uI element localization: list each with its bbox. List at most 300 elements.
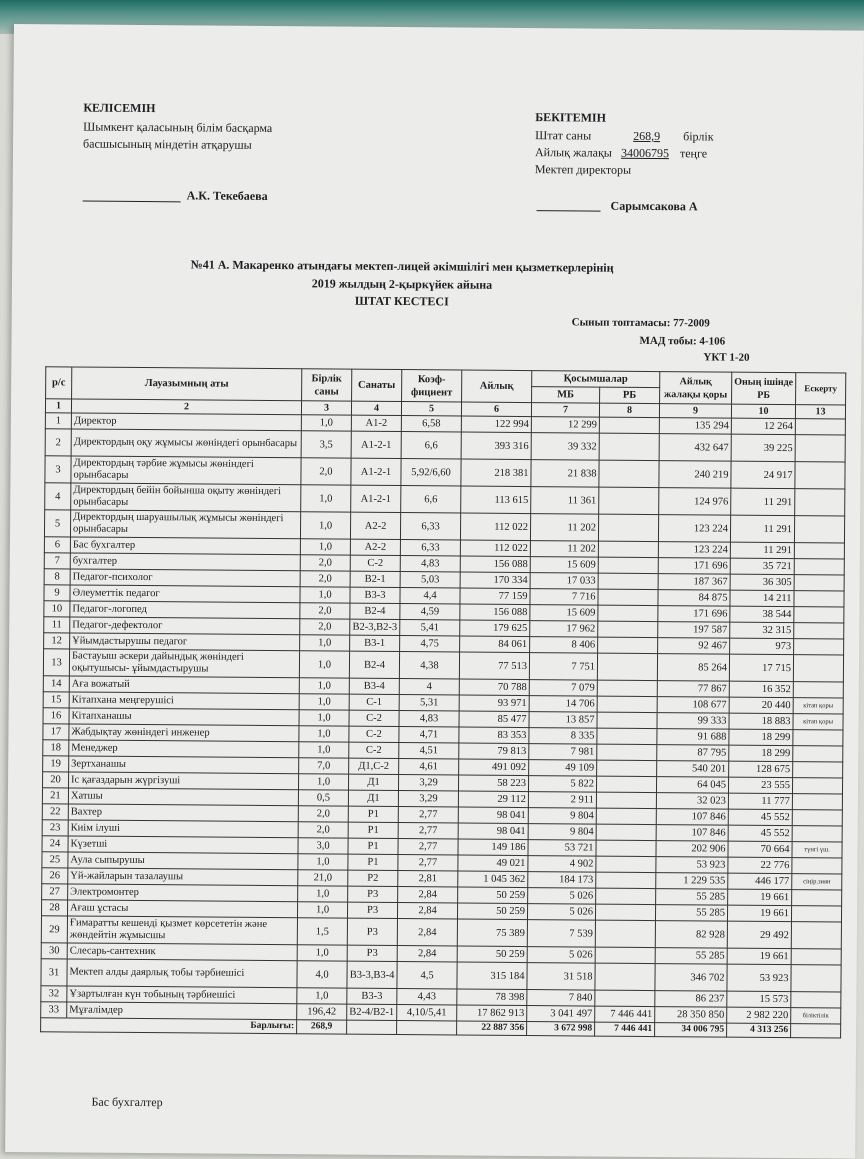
header-position: Лауазымның аты: [72, 367, 302, 401]
rb-part-cell: 45 552: [728, 809, 792, 826]
coef-cell: 2,81: [398, 871, 458, 887]
index-cell: 3: [301, 401, 351, 415]
rb-part-cell: 19 661: [728, 889, 792, 906]
note-cell: кітап қоры: [793, 698, 843, 714]
note-cell: [795, 462, 845, 489]
mb-cell: 21 838: [531, 460, 599, 488]
position-name: Киім ілуші: [68, 820, 298, 838]
rb-cell: [598, 637, 658, 653]
salary-cell: 93 971: [459, 695, 529, 712]
units-cell: 2,0: [300, 603, 350, 619]
note-cell: [795, 489, 845, 516]
rb-part-cell: 35 721: [730, 558, 794, 575]
salary-cell: 1 045 362: [458, 871, 528, 888]
rb-part-cell: 18 299: [729, 729, 793, 746]
total-empty: [347, 1020, 397, 1034]
position-name: Ғимаратты кешенді қызмет көрсететін және жөндейтін жұмысшы: [67, 916, 297, 945]
header-coef: Коэф-фициент: [402, 370, 462, 402]
position-name: Зертханашы: [69, 756, 299, 774]
mb-cell: 9 804: [528, 808, 596, 825]
rb-part-cell: 45 552: [728, 825, 792, 842]
note-cell: [791, 906, 841, 922]
salary-cell: 170 334: [460, 572, 530, 589]
header-extras: Қосымшалар: [532, 371, 660, 388]
row-number: 26: [42, 868, 68, 884]
rb-cell: [596, 792, 656, 808]
rb-cell: [595, 904, 655, 920]
coef-cell: 4,38: [399, 652, 459, 679]
mb-cell: 7 539: [527, 920, 595, 948]
mb-cell: 11 361: [531, 487, 599, 515]
fund-cell: 108 677: [657, 697, 729, 714]
rb-cell: [595, 963, 655, 990]
mb-cell: 8 406: [530, 637, 598, 654]
category-cell: В3-3: [347, 988, 397, 1004]
fund-cell: 346 702: [655, 964, 727, 992]
note-cell: [795, 435, 845, 462]
row-number: 31: [41, 959, 67, 986]
header-num: р/с: [46, 367, 72, 399]
staff-table: [40, 366, 846, 1038]
rb-part-cell: 11 291: [731, 488, 795, 516]
note-cell: [793, 746, 843, 762]
document-page: [5, 24, 864, 1159]
rb-part-cell: 23 555: [728, 777, 792, 794]
note-cell: [792, 778, 842, 794]
category-cell: В2-4: [350, 603, 400, 619]
category-cell: С-2: [349, 742, 399, 758]
position-name: Мектеп алды даярлық тобы тәрбиешісі: [67, 959, 297, 988]
rb-cell: [598, 573, 658, 589]
mb-cell: 7 981: [529, 744, 597, 761]
rb-cell: [599, 433, 659, 460]
row-number: 18: [43, 740, 69, 756]
note-cell: [793, 682, 843, 698]
rb-part-cell: 446 177: [728, 873, 792, 890]
rb-part-cell: 14 211: [730, 590, 794, 607]
rb-cell: [597, 653, 657, 680]
row-number: 22: [42, 804, 68, 820]
rb-cell: [596, 808, 656, 824]
rb-part-cell: 19 661: [727, 905, 791, 922]
fund-cell: 28 350 850: [655, 1007, 727, 1024]
fund-cell: 55 285: [656, 889, 728, 906]
position-name: Ағаш ұстасы: [67, 900, 297, 918]
mad-group: МАД тобы: 4-106: [639, 334, 726, 348]
salary-cell: 179 625: [460, 620, 530, 637]
position-name: Педагог-психолог: [70, 569, 300, 587]
position-name: Жабдықтау жөніндегі инженер: [69, 724, 299, 742]
agreed-line-1: Шымкент қаласының білім басқарма: [83, 119, 273, 136]
rb-cell: [595, 920, 655, 947]
rb-cell: [599, 460, 659, 487]
fund-cell: 91 688: [657, 729, 729, 746]
position-name: Менеджер: [69, 740, 299, 758]
units-cell: 2,0: [298, 822, 348, 838]
salary-cell: 393 316: [461, 432, 531, 460]
header-mb: МБ: [532, 387, 600, 404]
row-number: 21: [42, 788, 68, 804]
row-number: 14: [43, 676, 69, 692]
rb-cell: [597, 712, 657, 728]
rb-part-cell: 32 315: [730, 622, 794, 639]
position-name: Үй-жайларын тазалаушы: [68, 868, 298, 886]
rb-cell: [597, 680, 657, 696]
units-cell: 1,0: [297, 988, 347, 1004]
units-cell: 1,0: [300, 539, 350, 555]
category-cell: А1-2-1: [351, 458, 401, 485]
fund-cell: 171 696: [658, 558, 730, 575]
row-number: 9: [44, 585, 70, 601]
coef-cell: 2,77: [398, 823, 458, 839]
coef-cell: 6,6: [401, 432, 461, 459]
fund-cell: 87 795: [657, 745, 729, 762]
mb-cell: 5 026: [527, 947, 595, 964]
mb-cell: 15 609: [530, 557, 598, 574]
position-name: Слесарь-сантехник: [67, 943, 297, 961]
position-name: Бастауыш әскери дайындық жөніндегі оқытушысы- ұйымдастырушы: [69, 649, 299, 678]
rb-cell: [597, 728, 657, 744]
rb-part-cell: 19 661: [727, 948, 791, 965]
salary-cell: 112 022: [460, 540, 530, 557]
staff-count-unit: бірлік: [683, 129, 714, 144]
row-number: 13: [43, 649, 69, 676]
note-cell: [791, 949, 841, 965]
note-cell: кітап қоры: [793, 714, 843, 730]
row-number: 20: [43, 772, 69, 788]
position-name: Электромонтер: [68, 884, 298, 902]
units-cell: 0,5: [298, 790, 348, 806]
row-number: 10: [44, 601, 70, 617]
row-number: 1: [45, 413, 71, 429]
rb-cell: [597, 744, 657, 760]
category-cell: В2-1: [350, 571, 400, 587]
position-name: Директор: [71, 413, 301, 431]
rb-cell: [598, 605, 658, 621]
note-cell: [791, 965, 841, 992]
coef-cell: 4,75: [400, 636, 460, 652]
coef-cell: 2,84: [397, 919, 457, 946]
mb-cell: 9 804: [528, 824, 596, 841]
salary-cell: 77 159: [460, 588, 530, 605]
salary-cell: 113 615: [461, 486, 531, 514]
category-cell: Д1: [348, 790, 398, 806]
units-cell: 1,0: [299, 694, 349, 710]
row-number: 4: [45, 483, 71, 510]
position-name: Директордың оқу жұмысы жөніндегі орынбасары: [71, 429, 301, 458]
chief-accountant-label: Бас бухгалтер: [91, 1094, 163, 1110]
doc-title-line-1: №41 А. Макаренко атындағы мектеп-лицей әкімшілігі мен қызметкерлерінің: [190, 257, 614, 275]
position-name: Педагог-логопед: [70, 601, 300, 619]
category-cell: В2-4: [349, 651, 399, 678]
position-name: Хатшы: [68, 788, 298, 806]
fund-cell: 171 696: [658, 606, 730, 623]
note-cell: [794, 559, 844, 575]
position-name: Ұзартылған күн тобының тәрбиешісі: [67, 986, 297, 1004]
row-number: 16: [43, 708, 69, 724]
mb-cell: 49 109: [529, 760, 597, 777]
category-cell: Р3: [348, 886, 398, 902]
coef-cell: 2,84: [398, 887, 458, 903]
salary-cell: 491 092: [459, 759, 529, 776]
mb-cell: 5 822: [528, 776, 596, 793]
coef-cell: 4,71: [399, 727, 459, 743]
note-cell: [794, 575, 844, 591]
coef-cell: 6,33: [400, 513, 460, 540]
mb-cell: 17 033: [530, 573, 598, 590]
position-name: бухгалтер: [70, 553, 300, 571]
rb-part-cell: 18 883: [729, 713, 793, 730]
coef-cell: 6,58: [401, 416, 461, 432]
coef-cell: 6,6: [401, 486, 461, 513]
row-number: 33: [41, 1002, 67, 1018]
fund-cell: 92 467: [658, 638, 730, 655]
fund-cell: 99 333: [657, 713, 729, 730]
category-cell: А2-2: [350, 539, 400, 555]
category-cell: Д1,С-2: [349, 758, 399, 774]
index-cell: 10: [731, 404, 795, 419]
director-label: Мектеп директоры: [534, 162, 632, 177]
category-cell: Р3: [347, 918, 397, 945]
doc-title-line-3: ШТАТ КЕСТЕСІ: [354, 293, 449, 309]
coef-cell: 2,77: [398, 807, 458, 823]
category-cell: С-2: [350, 555, 400, 571]
coef-cell: 4,43: [397, 989, 457, 1005]
coef-cell: 4,5: [397, 962, 457, 989]
category-cell: Р1: [348, 822, 398, 838]
fund-cell: 123 224: [658, 542, 730, 559]
rb-cell: [596, 856, 656, 872]
coef-cell: 2,77: [398, 839, 458, 855]
fund-cell: 107 846: [656, 825, 728, 842]
row-number: 2: [45, 429, 71, 456]
fund-cell: 240 219: [659, 461, 731, 489]
header-category: Санаты: [352, 369, 402, 401]
note-cell: [793, 730, 843, 746]
coef-cell: 4,59: [400, 604, 460, 620]
coef-cell: 3,29: [398, 775, 458, 791]
mb-cell: 2 911: [528, 792, 596, 809]
note-cell: [791, 992, 841, 1008]
position-name: Директордың тәрбие жұмысы жөніндегі орынбасары: [71, 456, 301, 485]
note-cell: [794, 591, 844, 607]
fund-cell: 86 237: [655, 991, 727, 1008]
units-cell: 1,0: [299, 742, 349, 758]
total-rb: 7 446 441: [595, 1022, 655, 1036]
rb-part-cell: 24 917: [731, 461, 795, 489]
coef-cell: 4,51: [399, 743, 459, 759]
position-name: Іс қағаздарын жүргізуші: [69, 772, 299, 790]
fund-cell: 540 201: [657, 761, 729, 778]
category-cell: С-2: [349, 726, 399, 742]
fund-cell: 84 875: [658, 590, 730, 607]
category-cell: В2-4/В2-1: [347, 1004, 397, 1020]
units-cell: 7,0: [299, 758, 349, 774]
left-signature-line: [83, 201, 181, 203]
row-number: 7: [44, 553, 70, 569]
units-cell: 1,0: [299, 651, 349, 678]
coef-cell: 5,92/6,60: [401, 459, 461, 486]
index-cell: 1: [45, 399, 71, 413]
coef-cell: 5,41: [400, 620, 460, 636]
category-cell: В2-3,В2-3: [350, 619, 400, 635]
header-fund: Айлық жалақы қоры: [660, 372, 732, 405]
row-number: 23: [42, 820, 68, 836]
category-cell: А2-2: [350, 512, 400, 539]
rb-part-cell: 70 664: [728, 841, 792, 858]
salary-fund-value: 34006795: [620, 145, 670, 161]
rb-part-cell: 22 776: [728, 857, 792, 874]
doc-title-line-2: 2019 жылдың 2-қыркүйек айына: [311, 276, 493, 292]
mb-cell: 7 716: [530, 589, 598, 606]
category-cell: Р3: [347, 945, 397, 961]
row-number: 32: [41, 986, 67, 1002]
rb-cell: [595, 947, 655, 963]
mb-cell: 11 202: [530, 514, 598, 542]
salary-cell: 49 021: [458, 855, 528, 872]
note-cell: [795, 419, 845, 435]
category-cell: Р1: [348, 838, 398, 854]
position-name: Аула сыпырушы: [68, 852, 298, 870]
index-cell: 7: [531, 403, 599, 418]
index-cell: 13: [795, 405, 845, 419]
total-empty: [791, 1024, 841, 1038]
units-cell: 3,5: [301, 431, 351, 458]
coef-cell: 4,83: [399, 711, 459, 727]
mb-cell: 8 335: [529, 728, 597, 745]
coef-cell: 5,31: [399, 695, 459, 711]
rb-part-cell: 20 440: [729, 697, 793, 714]
left-signature-name: А.К. Текебаева: [186, 188, 268, 203]
salary-fund-unit: теңге: [679, 146, 708, 161]
salary-fund-label: Айлық жалақы: [534, 145, 612, 160]
mb-cell: 184 173: [528, 872, 596, 889]
units-cell: 1,0: [297, 902, 347, 918]
row-number: 3: [45, 456, 71, 483]
mb-cell: 5 026: [527, 904, 595, 921]
fund-cell: 1 229 535: [656, 873, 728, 890]
fund-cell: 432 647: [659, 434, 731, 462]
units-cell: 2,0: [301, 458, 351, 485]
mb-cell: 11 202: [530, 541, 598, 558]
units-cell: 3,0: [298, 838, 348, 854]
header-rb: РБ: [600, 387, 660, 403]
fund-cell: 123 224: [658, 515, 730, 543]
position-name: Мұғалімдер: [67, 1002, 297, 1020]
rb-cell: [599, 417, 659, 433]
rb-part-cell: 11 291: [730, 515, 794, 543]
mb-cell: 15 609: [530, 605, 598, 622]
row-number: 8: [44, 569, 70, 585]
salary-cell: 218 381: [461, 459, 531, 487]
category-cell: А1-2: [351, 415, 401, 431]
fund-cell: 77 867: [657, 681, 729, 698]
class-group: Сынып топтамасы: 77-2009: [571, 316, 710, 330]
units-cell: 1,0: [299, 726, 349, 742]
salary-cell: 85 477: [459, 711, 529, 728]
units-cell: 1,0: [298, 886, 348, 902]
coef-cell: 4,61: [399, 759, 459, 775]
category-cell: С-2: [349, 710, 399, 726]
rb-cell: [598, 621, 658, 637]
note-cell: [793, 762, 843, 778]
rb-part-cell: 12 264: [731, 418, 795, 435]
index-cell: 5: [401, 402, 461, 416]
rb-cell: [599, 487, 659, 514]
units-cell: 196,42: [297, 1004, 347, 1020]
category-cell: В3-3: [350, 587, 400, 603]
units-cell: 2,0: [300, 619, 350, 635]
units-cell: 1,0: [298, 854, 348, 870]
row-number: 11: [44, 617, 70, 633]
fund-cell: 124 976: [659, 488, 731, 516]
salary-cell: 98 041: [458, 823, 528, 840]
rb-part-cell: 11 291: [730, 542, 794, 559]
index-cell: 9: [659, 404, 731, 419]
salary-cell: 17 862 913: [457, 1005, 527, 1022]
row-number: 19: [43, 756, 69, 772]
coef-cell: 2,84: [397, 946, 457, 962]
index-cell: 8: [599, 403, 659, 417]
fund-cell: 107 846: [656, 809, 728, 826]
row-number: 6: [44, 537, 70, 553]
position-name: Педагог-дефектолог: [70, 617, 300, 635]
row-number: 25: [42, 852, 68, 868]
units-cell: 1,0: [298, 774, 348, 790]
position-name: Кітапханашы: [69, 708, 299, 726]
salary-cell: 75 389: [457, 919, 527, 947]
units-cell: 1,0: [300, 635, 350, 651]
units-cell: 1,5: [297, 918, 347, 945]
units-cell: 21,0: [298, 870, 348, 886]
position-name: Кітапхана меңгерушісі: [69, 692, 299, 710]
note-cell: [792, 890, 842, 906]
staff-count-label: Штат саны: [535, 128, 592, 143]
rb-part-cell: 128 675: [729, 761, 793, 778]
rb-cell: [596, 872, 656, 888]
rb-part-cell: 36 305: [730, 574, 794, 591]
row-number: 17: [43, 724, 69, 740]
fund-cell: 55 285: [655, 905, 727, 922]
fund-cell: 135 294: [659, 418, 731, 435]
total-label: Барлығы:: [41, 1018, 297, 1034]
position-name: Бас бухгалтер: [70, 537, 300, 555]
total-fund: 34 006 795: [655, 1023, 727, 1038]
row-number: 30: [41, 943, 67, 959]
category-cell: Р1: [348, 806, 398, 822]
salary-cell: 156 088: [460, 604, 530, 621]
rb-part-cell: 18 299: [729, 745, 793, 762]
mb-cell: 5 026: [528, 888, 596, 905]
note-cell: біліктілік: [791, 1008, 841, 1024]
mb-cell: 4 902: [528, 856, 596, 873]
category-cell: Д1: [348, 774, 398, 790]
rb-part-cell: 2 982 220: [727, 1007, 791, 1024]
row-number: 29: [41, 916, 67, 943]
units-cell: 2,0: [298, 806, 348, 822]
note-cell: [791, 922, 841, 949]
row-number: 27: [42, 884, 68, 900]
rb-cell: [596, 888, 656, 904]
mb-cell: 17 962: [530, 621, 598, 638]
units-cell: 1,0: [299, 678, 349, 694]
coef-cell: 6,33: [400, 540, 460, 556]
salary-cell: 98 041: [458, 807, 528, 824]
rb-part-cell: 16 352: [729, 681, 793, 698]
coef-cell: 4: [399, 679, 459, 695]
coef-cell: 3,29: [398, 791, 458, 807]
note-cell: [794, 639, 844, 655]
